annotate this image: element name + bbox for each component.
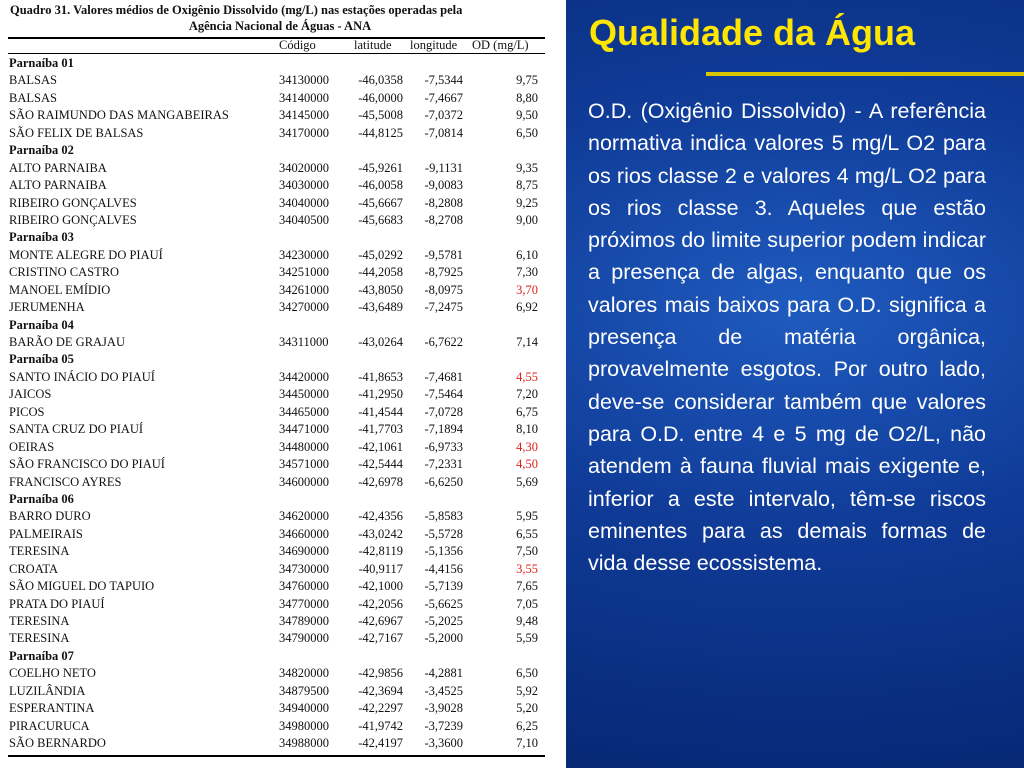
- station-code: 34130000: [279, 73, 329, 88]
- station-od: 5,69: [516, 474, 538, 489]
- station-code: 34030000: [279, 178, 329, 193]
- station-latitude: -42,5444: [358, 457, 403, 472]
- station-od: 7,14: [516, 335, 538, 349]
- station-longitude: -5,1356: [424, 544, 463, 559]
- station-code: 34261000: [279, 282, 329, 297]
- station-name: TERESINA: [9, 631, 70, 646]
- title-underline-bar: [706, 72, 1024, 76]
- station-od: 7,10: [516, 736, 538, 751]
- station-latitude: -42,1000: [358, 579, 403, 594]
- station-code: 34270000: [279, 300, 329, 315]
- station-code: 34170000: [279, 125, 329, 140]
- station-code: 34760000: [279, 579, 329, 594]
- station-longitude: -8,0975: [424, 282, 463, 297]
- station-od: 5,92: [516, 683, 538, 698]
- station-latitude: -45,6683: [358, 212, 403, 227]
- table-row: [0, 195, 560, 212]
- station-od: 7,20: [516, 387, 538, 402]
- station-name: SÃO FRANCISCO DO PIAUÍ: [9, 457, 165, 472]
- table-row: [0, 578, 560, 595]
- station-longitude: -3,4525: [424, 683, 463, 698]
- header-codigo: Código: [279, 38, 316, 52]
- station-latitude: -42,4356: [358, 509, 403, 524]
- station-latitude: -42,7167: [358, 631, 403, 646]
- station-longitude: -5,8583: [424, 509, 463, 524]
- slide-title: Qualidade da Água: [589, 12, 916, 53]
- table-row: [0, 613, 560, 630]
- station-latitude: -43,6489: [358, 300, 403, 315]
- table-row: [0, 282, 560, 299]
- station-code: 34480000: [279, 439, 329, 454]
- station-name: ESPERANTINA: [9, 701, 95, 716]
- station-latitude: -41,7703: [358, 422, 403, 437]
- station-name: JERUMENHA: [9, 300, 85, 315]
- table-row: [0, 718, 560, 735]
- table-group-row: [0, 142, 560, 159]
- station-name: RIBEIRO GONÇALVES: [9, 195, 137, 210]
- station-latitude: -41,9742: [358, 718, 403, 733]
- station-name: BALSAS: [9, 90, 57, 105]
- station-code: 34020000: [279, 160, 329, 175]
- table-caption-line-1: Quadro 31. Valores médios de Oxigênio Dissolvido (mg/L) nas estações operadas pela: [10, 3, 463, 17]
- table-row: [0, 735, 560, 752]
- station-longitude: -5,6625: [424, 596, 463, 611]
- table-row: [0, 421, 560, 438]
- station-latitude: -42,1061: [358, 439, 403, 454]
- station-code: 34988000: [279, 736, 329, 751]
- station-name: FRANCISCO AYRES: [9, 474, 122, 489]
- station-od: 4,30: [516, 439, 538, 454]
- station-longitude: -4,4156: [424, 561, 463, 576]
- group-name: Parnaíba 07: [9, 648, 74, 663]
- station-od: 8,10: [516, 422, 538, 437]
- station-od: 9,48: [516, 614, 538, 628]
- station-name: SÃO FELIX DE BALSAS: [9, 125, 144, 140]
- station-latitude: -43,0264: [358, 335, 403, 349]
- station-name: TERESINA: [9, 544, 70, 559]
- table-row: [0, 508, 560, 525]
- station-longitude: -8,7925: [424, 265, 463, 280]
- station-name: BALSAS: [9, 73, 57, 88]
- station-latitude: -46,0058: [358, 178, 403, 193]
- table-row: [0, 369, 560, 386]
- station-longitude: -7,0372: [424, 108, 463, 123]
- table-group-row: [0, 491, 560, 508]
- station-od: 8,75: [516, 178, 538, 193]
- table-body: [0, 55, 560, 753]
- station-longitude: -3,3600: [424, 736, 463, 751]
- station-longitude: -9,1131: [424, 160, 463, 175]
- station-longitude: -6,9733: [424, 439, 463, 454]
- station-od: 5,20: [516, 701, 538, 716]
- station-name: PIRACURUCA: [9, 718, 90, 733]
- header-longitude: longitude: [410, 38, 458, 52]
- table-row: [0, 439, 560, 456]
- station-latitude: -45,6667: [358, 195, 403, 210]
- station-latitude: -45,9261: [358, 160, 403, 175]
- station-name: MANOEL EMÍDIO: [9, 282, 111, 297]
- station-latitude: -42,6967: [358, 614, 403, 628]
- station-longitude: -7,4667: [424, 90, 463, 105]
- station-code: 34600000: [279, 474, 329, 489]
- station-code: 34790000: [279, 631, 329, 646]
- table-row: [0, 543, 560, 560]
- table-caption: [10, 2, 550, 34]
- station-od: 5,59: [516, 631, 538, 646]
- station-code: 34980000: [279, 718, 329, 733]
- station-code: 34620000: [279, 509, 329, 524]
- station-latitude: -42,6978: [358, 474, 403, 489]
- station-name: COELHO NETO: [9, 666, 96, 681]
- station-name: SÃO MIGUEL DO TAPUIO: [9, 579, 155, 594]
- station-latitude: -46,0000: [358, 90, 403, 105]
- station-code: 34145000: [279, 108, 329, 123]
- station-code: 34660000: [279, 526, 329, 541]
- station-code: 34690000: [279, 544, 329, 559]
- station-code: 34471000: [279, 422, 329, 437]
- table-row: [0, 456, 560, 473]
- table-row: [0, 561, 560, 578]
- table-row: [0, 526, 560, 543]
- station-longitude: -7,5464: [424, 387, 463, 402]
- station-od: 7,05: [516, 596, 538, 611]
- station-od: 9,00: [516, 212, 538, 227]
- station-latitude: -46,0358: [358, 73, 403, 88]
- station-od: 5,95: [516, 509, 538, 524]
- table-group-row: [0, 648, 560, 665]
- station-od: 4,50: [516, 457, 538, 472]
- station-code: 34450000: [279, 387, 329, 402]
- table-row: [0, 177, 560, 194]
- slide-body-text: O.D. (Oxigênio Dissolvido) - A referência normativa indica valores 5 mg/L O2 para os rios classe 2 e valores 4 mg/L O2 para os rios classe 3. Aqueles que estão próximos do limite superior podem indicar a presença de algas, enquanto que os valores mais baixos para O.D. significa a presença de matéria orgânica, provavelmente esgotos. Por outro lado, deve-se considerar também que valores para O.D. entre 4 e 5 mg de O2/L, não atendem à fauna fluvial mais exigente e, inferior a este intervalo, têm-se riscos eminentes para as demais formas de vida desse ecossistema.: [588, 99, 986, 576]
- table-bottom-rule: [8, 755, 545, 757]
- station-code: 34465000: [279, 404, 329, 419]
- table-header-row: [0, 38, 560, 53]
- station-name: SÃO BERNARDO: [9, 736, 106, 751]
- station-name: TERESINA: [9, 614, 70, 628]
- station-longitude: -4,2881: [424, 666, 463, 681]
- station-od: 6,75: [516, 404, 538, 419]
- station-name: CRISTINO CASTRO: [9, 265, 120, 280]
- table-row: [0, 665, 560, 682]
- table-group-row: [0, 317, 560, 334]
- table-row: [0, 334, 560, 351]
- station-longitude: -5,2000: [424, 631, 463, 646]
- station-name: BARÃO DE GRAJAU: [9, 335, 125, 349]
- station-code: 34730000: [279, 561, 329, 576]
- station-longitude: -9,5781: [424, 247, 463, 262]
- station-code: 34251000: [279, 265, 329, 280]
- station-latitude: -41,8653: [358, 369, 403, 384]
- station-longitude: -3,7239: [424, 718, 463, 733]
- station-od: 7,65: [516, 579, 538, 594]
- station-od: 9,35: [516, 160, 538, 175]
- group-name: Parnaíba 05: [9, 352, 74, 367]
- table-row: [0, 700, 560, 717]
- table-row: [0, 90, 560, 107]
- station-name: ALTO PARNAIBA: [9, 178, 107, 193]
- station-code: 34789000: [279, 614, 329, 628]
- station-latitude: -42,2297: [358, 701, 403, 716]
- station-longitude: -5,2025: [424, 614, 463, 628]
- table-row: [0, 596, 560, 613]
- group-name: Parnaíba 01: [9, 56, 74, 70]
- station-od: 3,55: [516, 561, 538, 576]
- header-latitude: latitude: [354, 38, 392, 52]
- station-code: 34879500: [279, 683, 329, 698]
- station-latitude: -45,5008: [358, 108, 403, 123]
- header-od: OD (mg/L): [472, 38, 529, 52]
- station-od: 9,50: [516, 108, 538, 123]
- station-longitude: -7,0728: [424, 404, 463, 419]
- station-name: PICOS: [9, 404, 45, 419]
- station-longitude: -7,2331: [424, 457, 463, 472]
- station-code: 34940000: [279, 701, 329, 716]
- table-caption-line-2: Agência Nacional de Águas - ANA: [188, 19, 372, 33]
- station-latitude: -43,0242: [358, 526, 403, 541]
- station-longitude: -5,7139: [424, 579, 463, 594]
- group-name: Parnaíba 02: [9, 143, 74, 158]
- station-od: 6,92: [516, 300, 538, 315]
- station-longitude: -8,2808: [424, 195, 463, 210]
- station-latitude: -44,8125: [358, 125, 403, 140]
- station-name: SANTA CRUZ DO PIAUÍ: [9, 422, 144, 437]
- station-name: CROATA: [9, 561, 59, 576]
- station-name: PRATA DO PIAUÍ: [9, 596, 105, 611]
- station-od: 3,70: [516, 282, 538, 297]
- station-code: 34820000: [279, 666, 329, 681]
- station-name: JAICOS: [9, 387, 52, 402]
- station-code: 34311000: [279, 335, 329, 349]
- table-group-row: [0, 229, 560, 246]
- table-header-rule: [8, 53, 545, 54]
- station-code: 34770000: [279, 596, 329, 611]
- station-code: 34040000: [279, 195, 329, 210]
- table-row: [0, 247, 560, 264]
- station-longitude: -6,7622: [424, 335, 463, 349]
- station-od: 6,25: [516, 718, 538, 733]
- station-od: 4,55: [516, 369, 538, 384]
- station-name: PALMEIRAIS: [9, 526, 83, 541]
- station-latitude: -42,2056: [358, 596, 403, 611]
- station-latitude: -41,4544: [358, 404, 403, 419]
- station-longitude: -3,9028: [424, 701, 463, 716]
- station-latitude: -41,2950: [358, 387, 403, 402]
- table-row: [0, 125, 560, 142]
- station-latitude: -42,3694: [358, 683, 403, 698]
- station-latitude: -42,9856: [358, 666, 403, 681]
- table-row: [0, 212, 560, 229]
- station-od: 8,80: [516, 90, 538, 105]
- station-od: 6,50: [516, 125, 538, 140]
- group-name: Parnaíba 06: [9, 491, 74, 506]
- station-od: 6,10: [516, 247, 538, 262]
- station-od: 9,25: [516, 195, 538, 210]
- station-name: ALTO PARNAIBA: [9, 160, 107, 175]
- station-od: 9,75: [516, 73, 538, 88]
- station-longitude: -7,5344: [424, 73, 463, 88]
- table-row: [0, 630, 560, 647]
- station-name: OEIRAS: [9, 439, 55, 454]
- station-latitude: -42,8119: [358, 544, 403, 559]
- station-longitude: -9,0083: [424, 178, 463, 193]
- station-od: 7,30: [516, 265, 538, 280]
- table-row: [0, 683, 560, 700]
- station-name: RIBEIRO GONÇALVES: [9, 212, 137, 227]
- station-longitude: -6,6250: [424, 474, 463, 489]
- table-row: [0, 72, 560, 89]
- station-od: 6,50: [516, 666, 538, 681]
- table-row: [0, 299, 560, 316]
- group-name: Parnaíba 04: [9, 317, 74, 332]
- table-row: [0, 404, 560, 421]
- station-code: 34230000: [279, 247, 329, 262]
- station-latitude: -44,2058: [358, 265, 403, 280]
- station-od: 6,55: [516, 526, 538, 541]
- table-row: [0, 160, 560, 177]
- station-longitude: -7,1894: [424, 422, 463, 437]
- table-row: [0, 264, 560, 281]
- station-latitude: -42,4197: [358, 736, 403, 751]
- station-latitude: -43,8050: [358, 282, 403, 297]
- station-name: MONTE ALEGRE DO PIAUÍ: [9, 247, 163, 262]
- station-code: 34571000: [279, 457, 329, 472]
- station-longitude: -7,0814: [424, 125, 463, 140]
- station-latitude: -45,0292: [358, 247, 403, 262]
- station-latitude: -40,9117: [358, 561, 403, 576]
- station-longitude: -8,2708: [424, 212, 463, 227]
- station-name: BARRO DURO: [9, 509, 91, 524]
- station-longitude: -7,4681: [424, 369, 463, 384]
- station-code: 34420000: [279, 369, 329, 384]
- station-code: 34140000: [279, 90, 329, 105]
- station-name: SÃO RAIMUNDO DAS MANGABEIRAS: [9, 108, 229, 123]
- station-longitude: -7,2475: [424, 300, 463, 315]
- table-row: [0, 474, 560, 491]
- table-row: [0, 107, 560, 124]
- table-row: [0, 386, 560, 403]
- table-group-row: [0, 351, 560, 368]
- station-name: SANTO INÁCIO DO PIAUÍ: [9, 369, 155, 384]
- table-group-row: [0, 55, 560, 72]
- station-code: 34040500: [279, 212, 329, 227]
- station-od: 7,50: [516, 544, 538, 559]
- station-name: LUZILÂNDIA: [9, 683, 86, 698]
- group-name: Parnaíba 03: [9, 230, 74, 245]
- station-longitude: -5,5728: [424, 526, 463, 541]
